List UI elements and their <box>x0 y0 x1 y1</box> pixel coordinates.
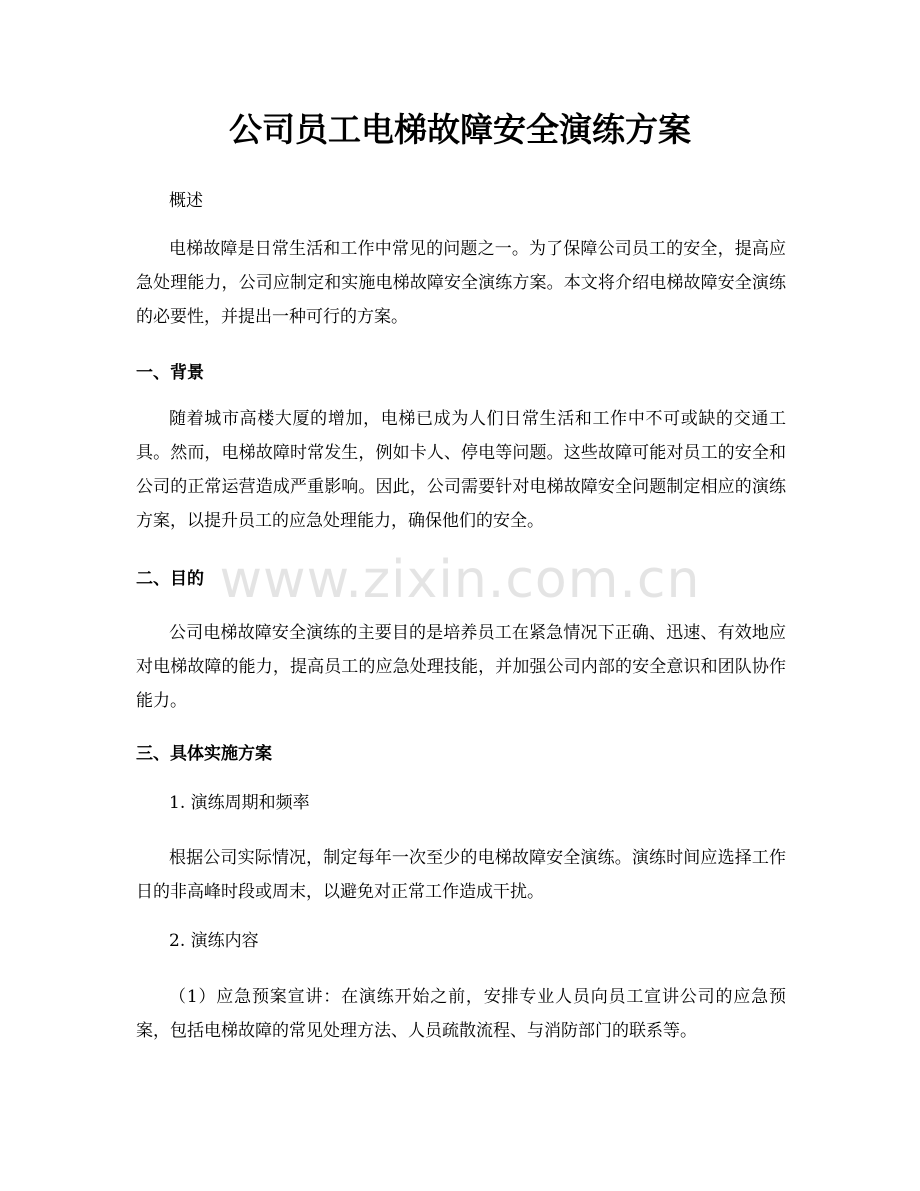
section-heading-purpose: 二、目的 <box>136 569 204 589</box>
overview-label: 概述 <box>169 191 203 211</box>
watermark-text: www.zixin.com.cn <box>219 550 701 610</box>
content-paragraph: （1）应急预案宣讲：在演练开始之前，安排专业人员向员工宣讲公司的应急预案，包括电梯故障的常见处理方法、人员疏散流程、与消防部门的联系等。 <box>136 987 786 1041</box>
purpose-paragraph: 公司电梯故障安全演练的主要目的是培养员工在紧急情况下正确、迅速、有效地应对电梯故障的能力，提高员工的应急处理技能，并加强公司内部的安全意识和团队协作能力。 <box>136 623 786 711</box>
cycle-paragraph: 根据公司实际情况，制定每年一次至少的电梯故障安全演练。演练时间应选择工作日的非高峰时段或周末，以避免对正常工作造成干扰。 <box>136 848 786 902</box>
section-heading-implementation: 三、具体实施方案 <box>136 744 272 764</box>
document-title: 公司员工电梯故障安全演练方案 <box>229 110 691 149</box>
subsection-label-cycle: 1. 演练周期和频率 <box>169 793 310 813</box>
background-paragraph: 随着城市高楼大厦的增加，电梯已成为人们日常生活和工作中不可或缺的交通工具。然而，电梯故障时常发生，例如卡人、停电等问题。这些故障可能对员工的安全和公司的正常运营造成严重影响。因此，公司需要针对电梯故障安全问题制定相应的演练方案，以提升员工的应急处理能力，确保他们的安全。 <box>136 409 786 531</box>
overview-paragraph: 电梯故障是日常生活和工作中常见的问题之一。为了保障公司员工的安全，提高应急处理能力，公司应制定和实施电梯故障安全演练方案。本文将介绍电梯故障安全演练的必要性，并提出一种可行的方案。 <box>136 239 786 327</box>
subsection-label-content: 2. 演练内容 <box>169 931 259 951</box>
section-heading-background: 一、背景 <box>136 363 204 383</box>
